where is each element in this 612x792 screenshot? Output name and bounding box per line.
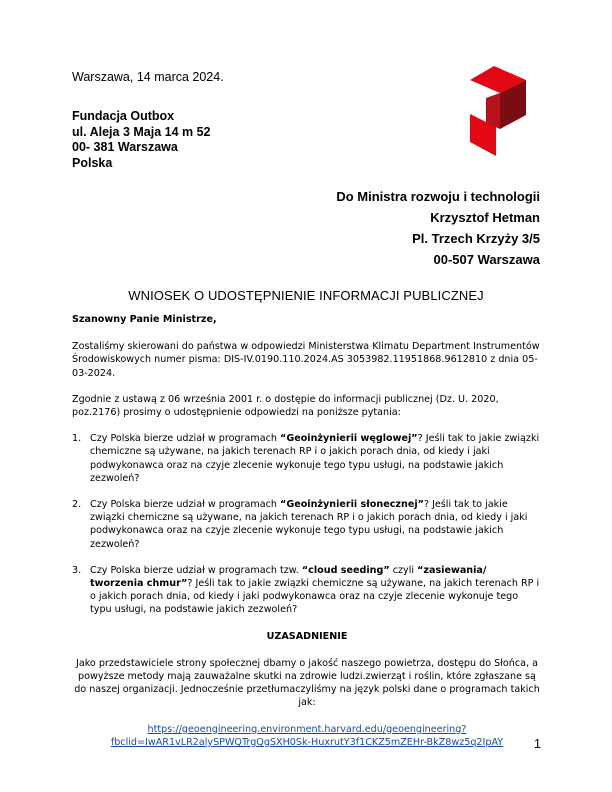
sender-city: 00- 381 Warszawa (72, 140, 178, 154)
paragraph-request: Zgodnie z ustawą z 06 września 2001 r. o dostępie do informacji publicznej (Dz. U. 2020, poz.2176) prosimy o udostępnienie odpowiedzi na poniższe pytania: (72, 393, 499, 419)
question-text: Czy Polska bierze udział w programach (90, 499, 281, 511)
greeting: Szanowny Panie Ministrze, (72, 314, 217, 325)
recipient-city: 00-507 Warszawa (433, 252, 540, 267)
sender-name: Fundacja Outbox (72, 109, 175, 123)
sender-address (72, 109, 211, 171)
question-text: ? Jeśli tak to jakie związki chemiczne są używane, na jakich terenach RP i o jakich porach dnia, od kiedy i jaki podwykonawca oraz na czyje zlecenie wykonuje tego typu usługi, na podstawie jakich zezwoleń? (90, 499, 528, 550)
recipient-title: Do Ministra rozwoju i technologii (336, 189, 540, 204)
question-text: ? Jeśli tak to jakie związki chemiczne są używane, na jakich terenach RP i o jakich porach dnia, od kiedy i jaki podwykonawca oraz na czyje zlecenie wykonuje tego typu usługi, na podstawie jakich zezwoleń? (90, 433, 540, 484)
question-text: Czy Polska bierze udział w programach tzw. (90, 564, 302, 576)
question-text: ? Jeśli tak to jakie związki chemiczne są używane, na jakich terenach RP i o jakich porach dnia, od kiedy i jaki podwykonawca oraz na czyje zlecenie wykonuje tego typu usługi, na podstawie jakich zezwoleń? (90, 578, 540, 616)
paragraph-reference: Zostaliśmy skierowani do państwa w odpowiedzi Ministerstwa Klimatu Department Instrumentów Środowiskowych numer pisma: DIS-IV.0190.110.2024.AS 3053982.11951868.9612810 z dnia 05-03-2024. (72, 341, 540, 379)
recipient-name: Krzysztof Hetman (430, 210, 540, 225)
question-term: “Geoinżynierii słonecznej” (280, 499, 424, 511)
list-item (72, 498, 542, 551)
list-item (72, 432, 542, 485)
page-number: 1 (534, 737, 541, 751)
red-cube-logo-icon (470, 66, 526, 156)
list-item (72, 564, 542, 617)
question-term: “Geoinżynierii węglowej” (280, 433, 418, 445)
letter-body (72, 313, 542, 749)
justification-heading: UZASADNIENIE (266, 630, 348, 642)
question-text: czyli (389, 564, 418, 576)
questions-list (72, 432, 542, 616)
sender-street: ul. Aleja 3 Maja 14 m 52 (72, 124, 211, 139)
source-link[interactable] (72, 723, 542, 749)
sender-country: Polska (72, 155, 113, 170)
question-number: 1. (72, 433, 82, 445)
recipient-address (336, 186, 540, 270)
recipient-street: Pl. Trzech Krzyży 3/5 (412, 231, 540, 246)
question-term: “cloud seeding” (301, 564, 390, 576)
source-link-line[interactable]: fbclid=IwAR1vLR2alySPWQTrgQgSXH0Sk-HuxrutY3f1CKZ5mZEHr-BkZ8wz5q2IpAY (110, 736, 504, 748)
logo-front-face (486, 93, 500, 129)
question-number: 2. (72, 499, 82, 511)
question-text: Czy Polska bierze udział w programach (90, 433, 281, 445)
source-link-line[interactable]: https://geoengineering.environment.harvard.edu/geoengineering? (147, 723, 467, 735)
question-term: “zasiewania/ tworzenia chmur” (90, 564, 487, 590)
question-number: 3. (72, 564, 82, 576)
document-title: WNIOSEK O UDOSTĘPNIENIE INFORMACJI PUBLICZNEJ (128, 288, 484, 303)
justification-text: Jako przedstawiciele strony społecznej dbamy o jakość naszego powietrza, dostępu do Słońca, a powyższe metody mają zauważalne skutki na zdrowie ludzi.zwierząt i roślin, które zgłaszane są do naszej organizacji. Jednocześnie przetłumaczyliśmy na język polski dane o programach takich jak: (74, 657, 540, 709)
letter-date: Warszawa, 14 marca 2024. (72, 70, 224, 84)
